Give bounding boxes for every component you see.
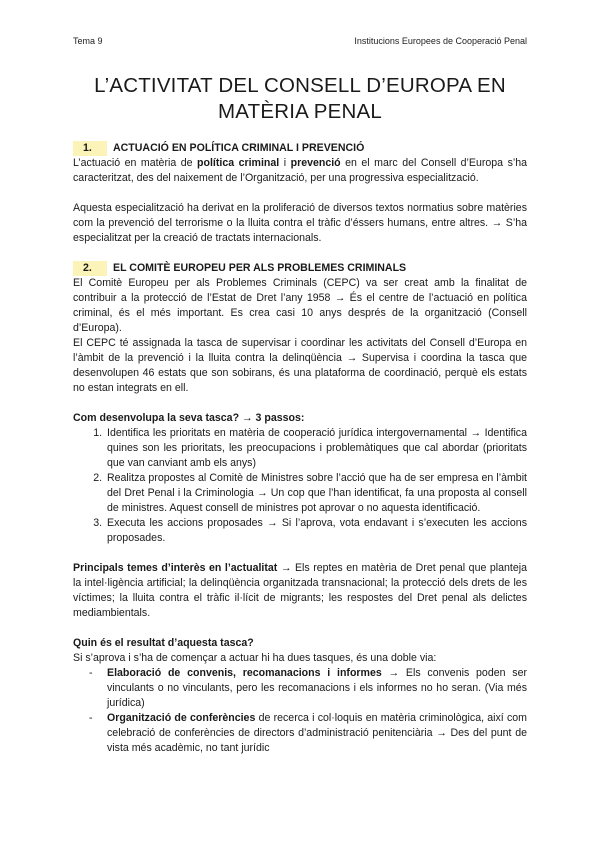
section-1-paragraph-2: Aquesta especialització ha derivat en la proliferació de diversos textos normatius sobre matèries com la prevenció del terrorisme o la lluita contra el tràfic d’éssers humans, entre altres. → S’ha especialitzat per la creació de tractats internacionals. [73, 202, 527, 244]
section-1-paragraph-1: L’actuació en matèria de política criminal i prevenció en el marc del Consell d’Europa s’ha caracteritzat, des del naixement de l’Organització, per una progressiva especialització. [73, 157, 528, 184]
section-2-paragraph-2: El CEPC té assignada la tasca de supervisar i coordinar les activitats del Consell d’Europa en l’àmbit de la prevenció i la lluita contra la delinqüència → Supervisa i coordina la tasca que desenvolupen 46 estats que son sobirans, és una plataforma de coordinació, perquè els estats no estan integrats en ell. [73, 337, 527, 394]
steps-list [73, 426, 527, 546]
steps-question: Com desenvolupa la seva tasca? → 3 passos: [73, 412, 305, 424]
section-1-title: ACTUACIÓ EN POLÍTICA CRIMINAL I PREVENCIÓ [113, 142, 365, 154]
list-item: - Elaboració de convenis, recomanacions i informes → Els convenis poden ser vinculants o no vinculants, pero les recomanacions i els informes no ho seran. (Via més jurídica) [107, 666, 527, 711]
result-intro: Si s’aprova i s’ha de començar a actuar hi ha dues tasques, és una doble via: [73, 652, 437, 664]
header-topic: Tema 9 [73, 36, 103, 46]
section-2-heading [73, 261, 527, 276]
section-1-heading [73, 141, 527, 156]
topics-paragraph: Principals temes d’interès en l’actualitat → Els reptes en matèria de Dret penal que planteja la intel·ligència artificial; la delinqüència organitzada transnacional; la protecció dels drets de les víctimes; la lluita contra el tràfic il·lícit de migrants; les respostes del Dret penal als delictes mediambientals. [73, 562, 528, 619]
list-item: 2. Realitza propostes al Comitè de Ministres sobre l’acció que ha de ser empresa en l’àmbit del Dret Penal i la Criminologia → Un cop que l’han identificat, fa una proposta al consell de ministres. Aquest consell de ministres pot aprovar o no aquesta identificació. [105, 471, 527, 516]
title-line-2: MATÈRIA PENAL [218, 100, 382, 123]
document-title [60, 73, 540, 125]
section-2-title: EL COMITÈ EUROPEU PER ALS PROBLEMES CRIMINALS [113, 262, 407, 274]
section-1-number: 1. [73, 141, 107, 156]
title-line-1: L’ACTIVITAT DEL CONSELL D’EUROPA EN [94, 74, 506, 97]
list-item: 1. Identifica les prioritats en matèria de cooperació jurídica intergovernamental → Identifica quines son les prioritats, les preocupacions i problemàtiques que cal abordar (prioritats que van canviant amb els anys) [105, 426, 527, 471]
section-2-paragraph-1: El Comitè Europeu per als Problemes Criminals (CEPC) va ser creat amb la finalitat de contribuir a la protecció de l’Estat de Dret l’any 1958 → És el centre de l’actuació en política criminal, és el més important. Es crea casi 10 anys després de la organització (Consell d’Europa). [73, 277, 527, 334]
list-item: - Organització de conferències de recerca i col·loquis en matèria criminològica, així com celebració de conferències de directors d’administració penitenciària → Des del punt de vista més acadèmic, no tant jurídic [107, 711, 527, 756]
document-body [73, 141, 527, 756]
header-course: Institucions Europees de Cooperació Penal [354, 36, 527, 46]
section-2-number: 2. [73, 261, 107, 276]
results-list [73, 666, 527, 756]
list-item: 3. Executa les accions proposades → Si l’aprova, vota endavant i s’executen les accions proposades. [105, 516, 527, 546]
result-question: Quin és el resultat d’aquesta tasca? [73, 637, 254, 649]
